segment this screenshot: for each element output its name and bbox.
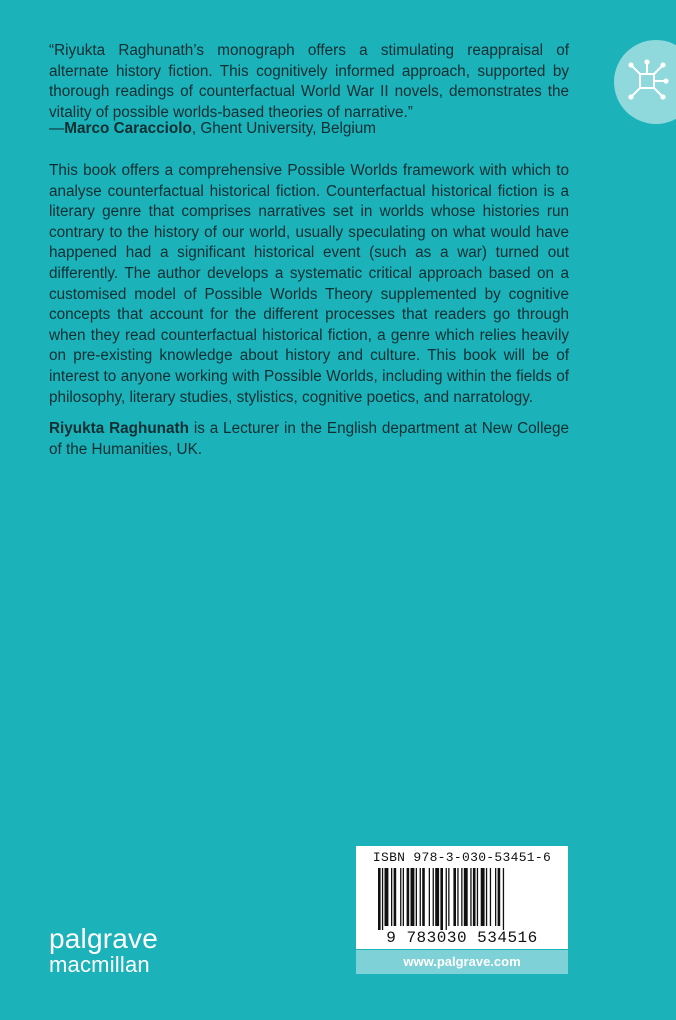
barcode-bar xyxy=(498,868,501,926)
attribution-dash: — xyxy=(49,120,65,137)
publisher-logo-line2: macmillan xyxy=(49,952,150,977)
barcode-bar xyxy=(503,868,504,930)
barcode-bar xyxy=(473,868,476,926)
barcode-bar xyxy=(411,868,415,926)
barcode-bar xyxy=(420,868,421,926)
attribution-name: Marco Caracciolo xyxy=(64,120,192,137)
barcode-bar xyxy=(435,868,439,926)
barcode-bar xyxy=(416,868,417,926)
network-node-icon xyxy=(614,40,676,124)
author-name: Riyukta Raghunath xyxy=(49,420,189,437)
barcode-bar xyxy=(429,868,430,926)
book-description: This book offers a comprehensive Possible Worlds framework with which to analyse counterfactual historical fiction. Counterfactual historical fiction is a literary genre that comprises narratives set in worlds whose histories run contrary to the history of our world, usually speculating on what would have happened had a significant historical event (such as a war) turned out differently. The author develops a systematic critical approach based on a customised model of Possible Worlds Theory supplemented by cognitive concepts that account for the different processes that readers go through when they read counterfactual historical fiction, a genre which relies heavily on pre-existing knowledge about history and culture. This book will be of interest to anyone working with Possible Worlds, including within the fields of philosophy, literary studies, stylistics, cognitive poetics, and narratology. xyxy=(49,162,569,406)
barcode-bar xyxy=(453,868,456,926)
barcode-bar xyxy=(486,868,487,926)
barcode-digits: 9 783030 534516 xyxy=(386,929,538,947)
endorsement-quote: “Riyukta Raghunath’s monograph offers a stimulating reappraisal of alternate history fiction. This cognitively informed approach, supported by thorough readings of counterfactual World War II novels, demonstrates the vitality of possible worlds-based theories of narrative.” xyxy=(49,42,569,121)
barcode-bar xyxy=(470,868,471,926)
barcode-bar xyxy=(448,868,449,926)
barcode-bar xyxy=(481,868,485,926)
barcode-bar xyxy=(394,868,397,926)
barcode-bar xyxy=(403,868,404,926)
barcode-bar xyxy=(385,868,389,926)
endorsement-attribution xyxy=(49,120,376,138)
isbn-barcode xyxy=(356,846,568,949)
isbn-label: ISBN 978-3-030-53451-6 xyxy=(372,850,552,865)
barcode-bar xyxy=(446,868,447,930)
publisher-url: www.palgrave.com xyxy=(356,950,568,974)
barcode-bar xyxy=(391,868,392,926)
barcode-bar xyxy=(490,868,491,926)
barcode-bar xyxy=(461,868,462,926)
barcode-bar xyxy=(400,868,401,926)
barcode-bar xyxy=(495,868,496,926)
publisher-logo xyxy=(49,925,158,977)
barcode-bar xyxy=(433,868,434,926)
barcode-bar xyxy=(407,868,410,926)
barcode-bars xyxy=(378,868,546,930)
author-bio xyxy=(49,419,569,460)
barcode-bar xyxy=(477,868,478,926)
attribution-affiliation: , Ghent University, Belgium xyxy=(191,120,377,137)
barcode-bar xyxy=(440,868,443,930)
barcode-bar xyxy=(457,868,458,926)
author-bio-text: is a Lecturer in the English department at New College of the Humanities, UK. xyxy=(49,420,570,458)
barcode-bar xyxy=(464,868,468,926)
publisher-logo-line1: palgrave xyxy=(49,923,159,954)
barcode-bar xyxy=(378,868,381,930)
barcode-bar xyxy=(382,868,383,930)
barcode-bar xyxy=(422,868,425,926)
